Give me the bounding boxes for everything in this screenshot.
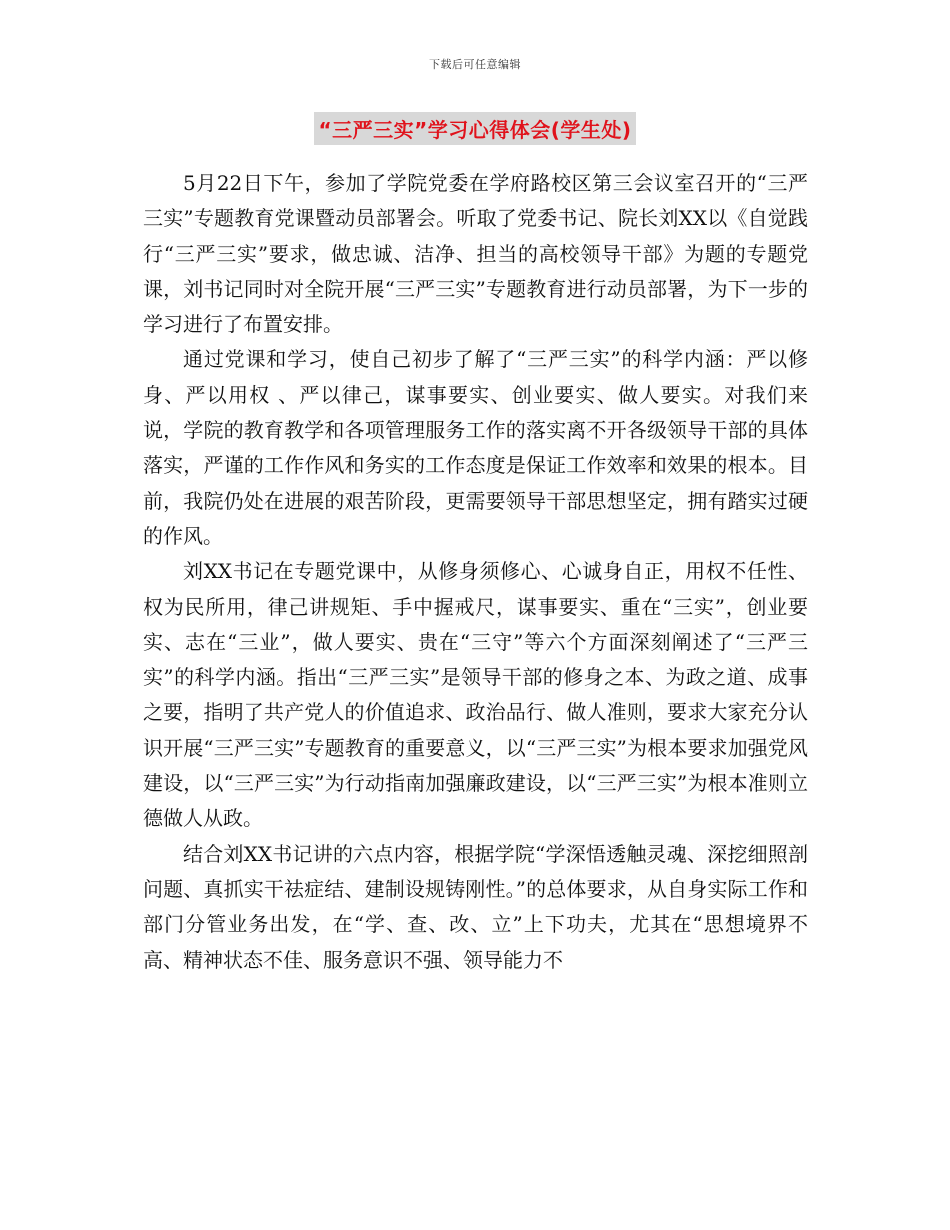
paragraph: 5月22日下午，参加了学院党委在学府路校区第三会议室召开的“三严三实”专题教育党课暨动员部署会。听取了党委书记、院长刘XX以《自觉践行“三严三实”要求，做忠诚、洁净、担当的高校领导干部》为题的专题党课，刘书记同时对全院开展“三严三实”专题教育进行动员部署，为下一步的学习进行了布置安排。 bbox=[143, 171, 808, 337]
paragraph: 刘XX书记在专题党课中，从修身须修心、心诚身自正，用权不任性、权为民所用，律己讲规矩、手中握戒尺，谋事要实、重在“三实”，创业要实、志在“三业”，做人要实、贵在“三守”等六个方面深刻阐述了“三严三实”的科学内涵。指出“三严三实”是领导干部的修身之本、为政之道、成事之要，指明了共产党人的价值追求、政治品行、做人准则，要求大家充分认识开展“三严三实”专题教育的重要意义，以“三严三实”为根本要求加强党风建设，以“三严三实”为行动指南加强廉政建设，以“三严三实”为根本准则立德做人从政。 bbox=[143, 559, 808, 831]
paragraph: 结合刘XX书记讲的六点内容，根据学院“学深悟透触灵魂、深挖细照剖问题、真抓实干祛症结、建制设规铸刚性。”的总体要求，从自身实际工作和部门分管业务出发，在“学、查、改、立”上下功夫，尤其在“思想境界不高、精神状态不佳、服务意识不强、领导能力不 bbox=[143, 841, 808, 972]
paragraph: 通过党课和学习，使自己初步了解了“三严三实”的科学内涵：严以修身、严以用权 、严以律己，谋事要实、创业要实、做人要实。对我们来说，学院的教育教学和各项管理服务工作的落实离不开各级领导干部的具体落实，严谨的工作作风和务实的工作态度是保证工作效率和效果的根本。目前，我院仍处在进展的艰苦阶段，更需要领导干部思想坚定，拥有踏实过硬的作风。 bbox=[143, 347, 808, 548]
document-body bbox=[143, 166, 808, 978]
document-title: “三严三实”学习心得体会(学生处) bbox=[314, 112, 635, 145]
header-note: 下载后可任意编辑 bbox=[429, 58, 521, 71]
title-container bbox=[0, 112, 950, 145]
